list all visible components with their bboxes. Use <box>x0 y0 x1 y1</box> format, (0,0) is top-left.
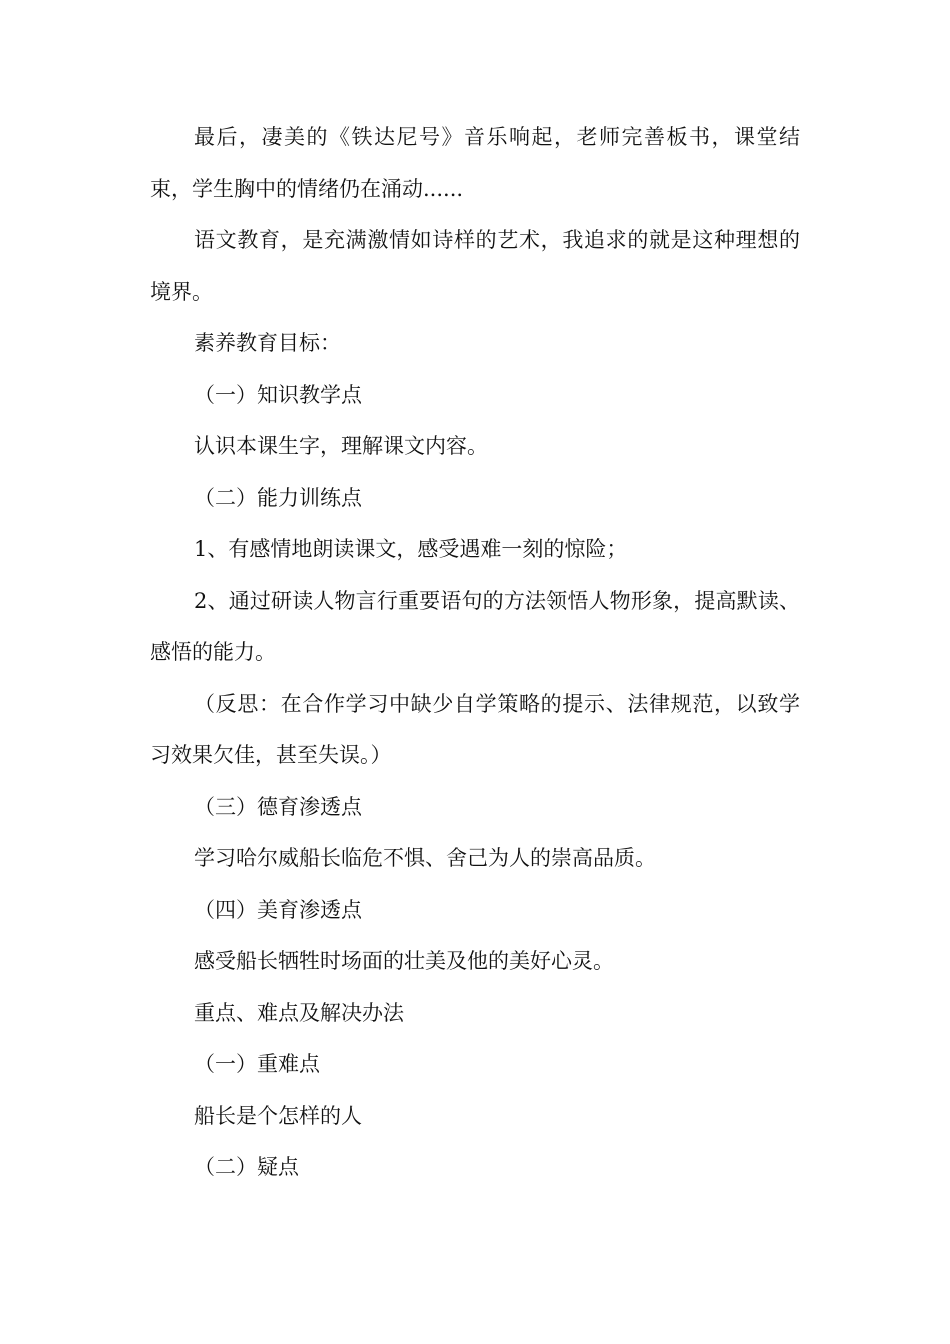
document-body <box>150 112 800 1194</box>
paragraph-moral-content: 学习哈尔威船长临危不惧、舍己为人的崇高品质。 <box>194 846 656 870</box>
heading-quality-education-goals: 素养教育目标： <box>194 331 341 355</box>
paragraph-knowledge-content: 认识本课生字，理解课文内容。 <box>194 434 488 458</box>
list-item-ability-2: 2、通过研读人物言行重要语句的方法领悟人物形象，提高默读、感悟的能力。 <box>150 588 800 664</box>
heading-key-points-solutions: 重点、难点及解决办法 <box>194 1000 404 1025</box>
paragraph-reflection: （反思：在合作学习中缺少自学策略的提示、法律规范，以致学习效果欠佳，甚至失误。） <box>150 691 800 767</box>
paragraph-chinese-education: 语文教育，是充满激情如诗样的艺术，我追求的就是这种理想的境界。 <box>150 228 800 304</box>
paragraph-captain-question: 船长是个怎样的人 <box>194 1103 362 1128</box>
list-item-ability-1: 1、有感情地朗读课文，感受遇难一刻的惊险； <box>194 537 628 561</box>
heading-aesthetic-education: （四）美育渗透点 <box>194 897 362 922</box>
heading-doubts: （二）疑点 <box>194 1155 299 1179</box>
heading-key-difficulties: （一）重难点 <box>194 1052 320 1076</box>
heading-moral-education: （三）德育渗透点 <box>194 794 362 819</box>
heading-ability-training: （二）能力训练点 <box>194 485 362 510</box>
paragraph-aesthetic-content: 感受船长牺牲时场面的壮美及他的美好心灵。 <box>194 949 614 973</box>
heading-knowledge-points: （一）知识教学点 <box>194 382 362 407</box>
paragraph-closing-music: 最后，凄美的《铁达尼号》音乐响起，老师完善板书，课堂结束，学生胸中的情绪仍在涌动...... <box>150 125 800 201</box>
